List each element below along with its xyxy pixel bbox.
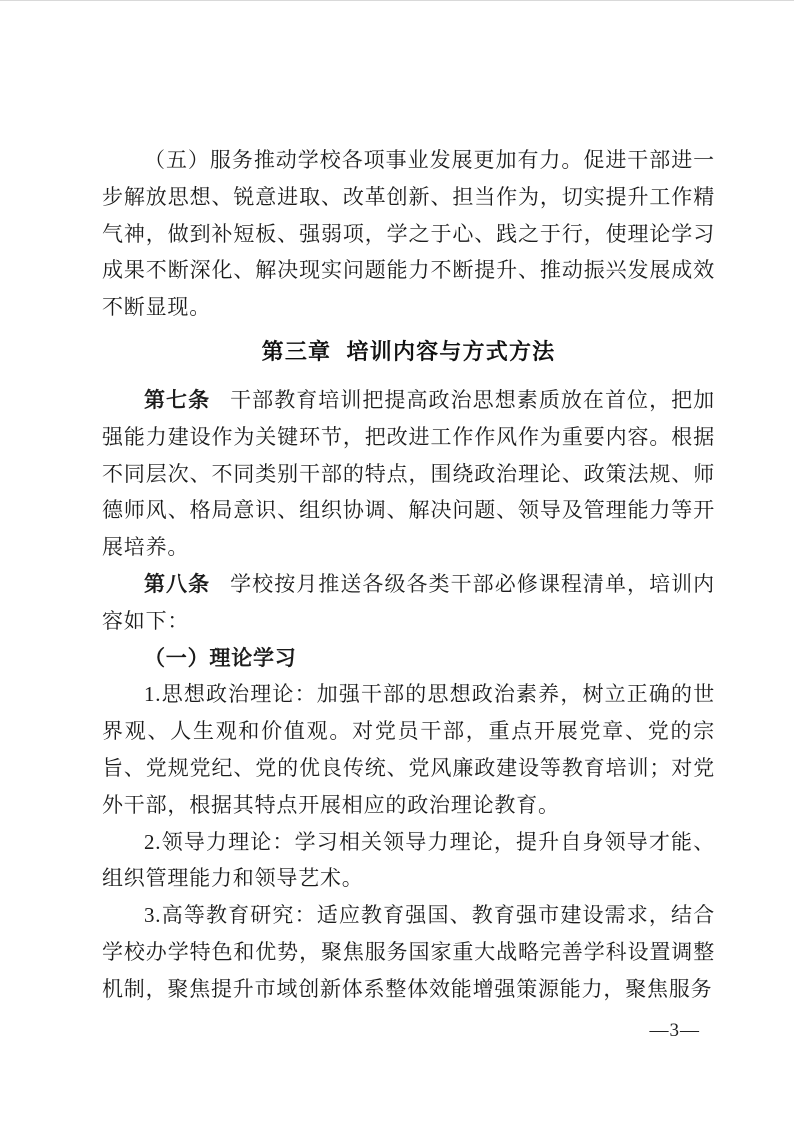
theory-item-3: 3.高等教育研究：适应教育强国、教育强市建设需求，结合学校办学特色和优势，聚焦服务国家重大战略完善学科设置调整机制，聚焦提升市域创新体系整体效能增强策源能力，聚焦服务: [102, 903, 715, 1001]
article-8-paragraph: [102, 566, 715, 640]
section-1-heading: （一）理论学习: [144, 645, 297, 670]
article-8-label: 第八条: [144, 571, 211, 596]
theory-item-2: 2.领导力理论：学习相关领导力理论，提升自身领导才能、组织管理能力和领导艺术。: [102, 829, 715, 891]
chapter-heading: 第三章 培训内容与方式方法: [261, 338, 556, 364]
article-8-text: 学校按月推送各级各类干部必修课程清单，培训内容如下：: [102, 571, 715, 633]
article-7-label: 第七条: [144, 387, 211, 412]
paragraph-item-5: （五）服务推动学校各项事业发展更加有力。促进干部进一步解放思想、锐意进取、改革创新、担当作为，切实提升工作精气神，做到补短板、强弱项，学之于心、践之于行，使理论学习成果不断深化、解决现实问题能力不断提升、推动振兴发展成效不断显现。: [102, 148, 715, 320]
article-7-text: 干部教育培训把提高政治思想素质放在首位，把加强能力建设作为关键环节，把改进工作作风作为重要内容。根据不同层次、不同类别干部的特点，围绕政治理论、政策法规、师德师风、格局意识、组织协调、解决问题、领导及管理能力等开展培养。: [102, 387, 715, 560]
article-7-paragraph: [102, 382, 715, 566]
page-number: —3—: [649, 1020, 700, 1041]
theory-item-1: 1.思想政治理论：加强干部的思想政治素养，树立正确的世界观、人生观和价值观。对党员干部，重点开展党章、党的宗旨、党规党纪、党的优良传统、党风廉政建设等教育培训；对党外干部，根据其特点开展相应的政治理论教育。: [102, 682, 715, 817]
page-content: [102, 142, 715, 1008]
